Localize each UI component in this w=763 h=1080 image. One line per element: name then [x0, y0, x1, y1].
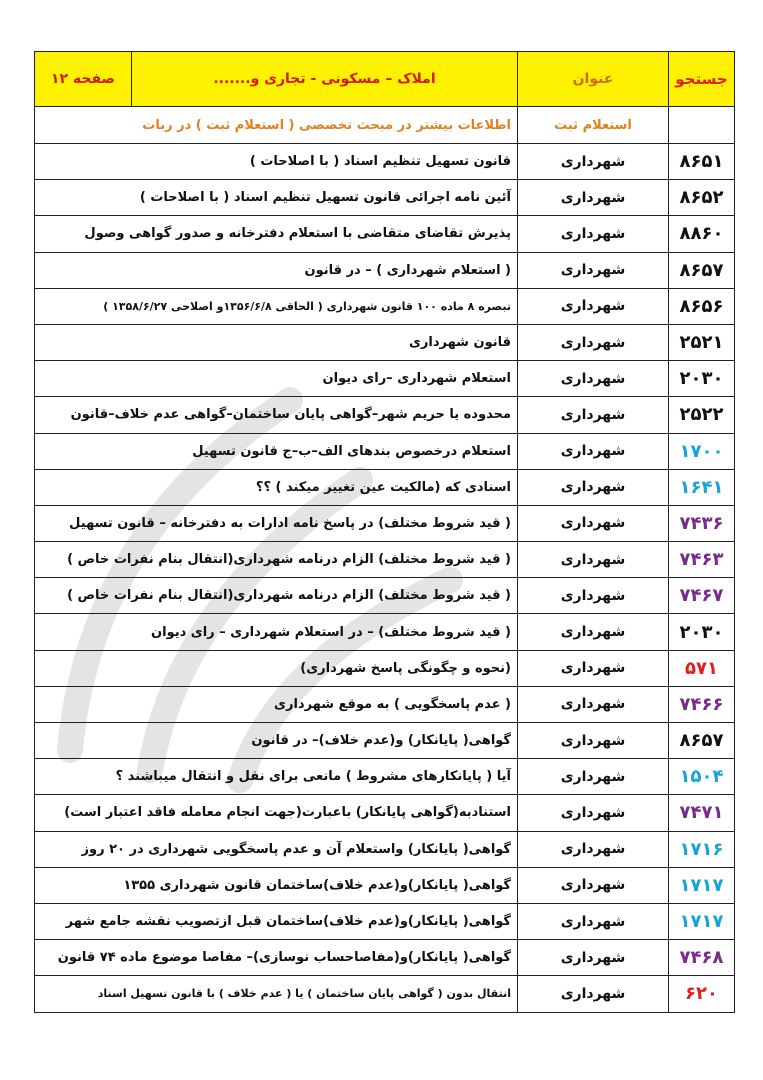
row-description: انتقال بدون ( گواهی پایان ساختمان ) یا ( عدم خلاف ) با قانون تسهیل اسناد [35, 976, 518, 1012]
table-row [35, 216, 735, 252]
row-title: شهرداری [518, 578, 669, 614]
table-row [35, 144, 735, 180]
row-code: ۲۵۲۱ [669, 324, 735, 360]
page-number: صفحه ۱۲ [35, 52, 132, 107]
table-row [35, 614, 735, 650]
table-row [35, 976, 735, 1012]
row-code: ۱۷۱۶ [669, 831, 735, 867]
row-code: ۷۴۶۳ [669, 542, 735, 578]
subheader-title: استعلام ثبت [518, 107, 669, 144]
subheader-description: اطلاعات بیشتر در مبحث تخصصی ( استعلام ثبت ) در ربات [35, 107, 518, 144]
title-header: عنوان [518, 52, 669, 107]
row-description: قانون تسهیل تنظیم اسناد ( با اصلاحات ) [35, 144, 518, 180]
row-code: ۸۶۵۱ [669, 144, 735, 180]
table-row [35, 795, 735, 831]
table-row [35, 578, 735, 614]
row-code: ۱۵۰۴ [669, 759, 735, 795]
row-code: ۱۷۰۰ [669, 433, 735, 469]
table-row [35, 650, 735, 686]
row-description: قانون شهرداری [35, 324, 518, 360]
table-row [35, 505, 735, 541]
row-title: شهرداری [518, 324, 669, 360]
row-description: ( قید شروط مختلف) در پاسخ نامه ادارات به دفترخانه – قانون تسهیل [35, 505, 518, 541]
table-row [35, 723, 735, 759]
row-description: تبصره ۸ ماده ۱۰۰ قانون شهرداری ( الحاقی ۱۳۵۶/۶/۸و اصلاحی ۱۳۵۸/۶/۲۷ ) [35, 288, 518, 324]
row-title: شهرداری [518, 650, 669, 686]
row-description: پذیرش تقاضای متقاضی با استعلام دفترخانه و صدور گواهی وصول [35, 216, 518, 252]
table-row [35, 542, 735, 578]
row-title: شهرداری [518, 361, 669, 397]
row-title: شهرداری [518, 795, 669, 831]
row-code: ۶۲۰ [669, 976, 735, 1012]
table-row [35, 831, 735, 867]
row-code: ۷۴۷۱ [669, 795, 735, 831]
row-code: ۸۸۶۰ [669, 216, 735, 252]
row-code: ۱۷۱۷ [669, 867, 735, 903]
row-code: ۸۶۵۲ [669, 180, 735, 216]
table-row [35, 180, 735, 216]
row-code: ۲۵۲۲ [669, 397, 735, 433]
row-title: شهرداری [518, 397, 669, 433]
index-table [34, 51, 735, 1013]
table-row [35, 759, 735, 795]
row-code: ۸۶۵۷ [669, 252, 735, 288]
row-description: استعلام درخصوص بندهای الف–ب–ج قانون تسهیل [35, 433, 518, 469]
row-title: شهرداری [518, 288, 669, 324]
row-title: شهرداری [518, 976, 669, 1012]
row-title: شهرداری [518, 216, 669, 252]
subheader-code-cell [669, 107, 735, 144]
table-row [35, 867, 735, 903]
row-description: (نحوه و چگونگی پاسخ شهرداری) [35, 650, 518, 686]
row-title: شهرداری [518, 723, 669, 759]
row-code: ۸۶۵۷ [669, 723, 735, 759]
row-description: ( استعلام شهرداری ) – در قانون [35, 252, 518, 288]
row-description: ( قید شروط مختلف) – در استعلام شهرداری – رای دیوان [35, 614, 518, 650]
row-title: شهرداری [518, 180, 669, 216]
row-title: شهرداری [518, 542, 669, 578]
row-title: شهرداری [518, 614, 669, 650]
row-description: استعلام شهرداری –رای دیوان [35, 361, 518, 397]
row-description: استنادبه(گواهی پایانکار) باعبارت(جهت انجام معامله فاقد اعتبار است) [35, 795, 518, 831]
table-row [35, 940, 735, 976]
table-row [35, 903, 735, 939]
row-code: ۷۴۳۶ [669, 505, 735, 541]
row-title: شهرداری [518, 505, 669, 541]
description-header: املاک – مسکونی - تجاری و....... [132, 52, 518, 107]
row-title: شهرداری [518, 940, 669, 976]
row-code: ۷۴۶۶ [669, 686, 735, 722]
row-description: گواهی( پایانکار)و(عدم خلاف)ساختمان قبل ازتصویب نقشه جامع شهر [35, 903, 518, 939]
row-description: ( قید شروط مختلف) الزام درنامه شهرداری(انتقال بنام نفرات خاص ) [35, 542, 518, 578]
row-description: گواهی( پایانکار) و(عدم خلاف)– در قانون [35, 723, 518, 759]
search-header: جستجو [669, 52, 735, 107]
table-row [35, 361, 735, 397]
row-description: آئین نامه اجرائی قانون تسهیل تنظیم اسناد ( با اصلاحات ) [35, 180, 518, 216]
table-row [35, 397, 735, 433]
row-title: شهرداری [518, 759, 669, 795]
row-description: اسنادی که (مالکیت عین تغییر میکند ) ؟؟ [35, 469, 518, 505]
row-title: شهرداری [518, 903, 669, 939]
row-code: ۲۰۳۰ [669, 614, 735, 650]
table-row [35, 252, 735, 288]
row-code: ۸۶۵۶ [669, 288, 735, 324]
table-row [35, 686, 735, 722]
row-description: گواهی( پایانکار) واستعلام آن و عدم پاسخگویی شهرداری در ۲۰ روز [35, 831, 518, 867]
row-code: ۷۴۶۸ [669, 940, 735, 976]
row-title: شهرداری [518, 144, 669, 180]
table-row [35, 288, 735, 324]
row-description: گواهی( پایانکار)و(عدم خلاف)ساختمان قانون شهرداری ۱۳۵۵ [35, 867, 518, 903]
row-code: ۷۴۶۷ [669, 578, 735, 614]
row-description: محدوده یا حریم شهر–گواهی پایان ساختمان–گواهی عدم خلاف–قانون [35, 397, 518, 433]
subheader-row [35, 107, 735, 144]
row-title: شهرداری [518, 686, 669, 722]
row-code: ۵۷۱ [669, 650, 735, 686]
header-row [35, 52, 735, 107]
row-code: ۱۶۴۱ [669, 469, 735, 505]
row-title: شهرداری [518, 831, 669, 867]
row-title: شهرداری [518, 433, 669, 469]
row-title: شهرداری [518, 867, 669, 903]
row-title: شهرداری [518, 469, 669, 505]
row-description: آیا ( پایانکارهای مشروط ) مانعی برای نقل و انتقال میباشند ؟ [35, 759, 518, 795]
row-code: ۲۰۳۰ [669, 361, 735, 397]
table-row [35, 433, 735, 469]
table-row [35, 469, 735, 505]
row-description: ( عدم پاسخگویی ) به موقع شهرداری [35, 686, 518, 722]
row-title: شهرداری [518, 252, 669, 288]
table-row [35, 324, 735, 360]
row-code: ۱۷۱۷ [669, 903, 735, 939]
row-description: گواهی( پایانکار)و(مفاصاحساب نوسازی)– مفاصا موضوع ماده ۷۴ قانون [35, 940, 518, 976]
row-description: ( قید شروط مختلف) الزام درنامه شهرداری(انتقال بنام نفرات خاص ) [35, 578, 518, 614]
